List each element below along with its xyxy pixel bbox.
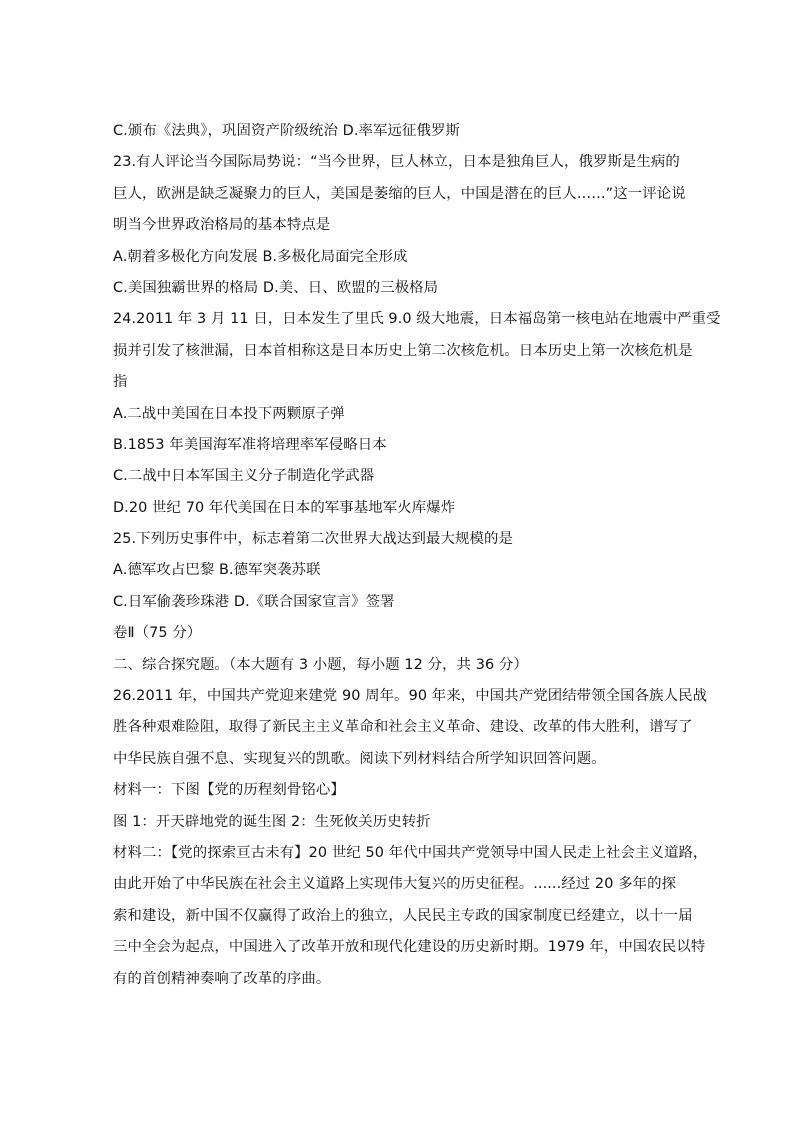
text-line: 损并引发了核泄漏，日本首相称这是日本历史上第二次核危机。日本历史上第一次核危机是 [113, 342, 693, 359]
document-body [113, 116, 721, 995]
text-line: 巨人，欧洲是缺乏凝聚力的巨人，美国是萎缩的巨人，中国是潜在的巨人……”这一评论说 [113, 185, 686, 202]
text-line: 图 1：开天辟地党的诞生图 2：生死攸关历史转折 [113, 813, 431, 830]
section-heading: 二、综合探究题。（本大题有 3 小题，每小题 12 分，共 36 分） [113, 656, 528, 673]
text-line: A.朝着多极化方向发展 B.多极化局面完全形成 [113, 248, 408, 265]
text-line: 26.2011 年，中国共产党迎来建党 90 周年。90 年来，中国共产党团结带领全国各族人民战 [113, 688, 708, 705]
text-line: 23.有人评论当今国际局势说：“当今世界，巨人林立，日本是独角巨人，俄罗斯是生病的 [113, 154, 680, 171]
text-line: 材料二：【党的探索亘古未有】20 世纪 50 年代中国共产党领导中国人民走上社会主义道路， [113, 844, 708, 861]
text-line: 由此开始了中华民族在社会主义道路上实现伟大复兴的历史征程。......经过 20 多年的探 [113, 876, 677, 893]
text-line: D.20 世纪 70 年代美国在日本的军事基地军火库爆炸 [113, 499, 456, 516]
text-line: 25.下列历史事件中，标志着第二次世界大战达到最大规模的是 [113, 531, 513, 548]
text-line: B.1853 年美国海军准将培理率军侵略日本 [113, 436, 387, 453]
text-line: 指 [113, 374, 128, 391]
text-line: 材料一：下图【党的历程刻骨铭心】 [113, 782, 345, 799]
section-heading: 卷Ⅱ（75 分） [113, 625, 202, 642]
text-line: A.德军攻占巴黎 B.德军突袭苏联 [113, 562, 321, 579]
text-line: 三中全会为起点，中国进入了改革开放和现代化建设的历史新时期。1979 年，中国农民以特 [113, 939, 706, 956]
text-line: 中华民族自强不息、实现复兴的凯歌。阅读下列材料结合所学知识回答问题。 [113, 750, 606, 767]
text-line: A.二战中美国在日本投下两颗原子弹 [113, 405, 345, 422]
text-line: C.美国独霸世界的格局 D.美、日、欧盟的三极格局 [113, 279, 439, 296]
text-line: 胜各种艰难险阻，取得了新民主主义革命和社会主义革命、建设、改革的伟大胜利，谱写了 [113, 719, 693, 736]
text-line: 索和建设，新中国不仅赢得了政治上的独立，人民民主专政的国家制度已经建立，以十一届 [113, 907, 693, 924]
text-line: C.颁布《法典》，巩固资产阶级统治 D.率军远征俄罗斯 [113, 123, 460, 139]
text-line: C.二战中日本军国主义分子制造化学武器 [113, 468, 375, 485]
text-line: 24.2011 年 3 月 11 日，日本发生了里氏 9.0 级大地震，日本福岛第一核电站在地震中严重受 [113, 311, 721, 328]
text-line: 有的首创精神奏响了改革的序曲。 [113, 970, 331, 987]
text-line: 明当今世界政治格局的基本特点是 [113, 217, 331, 234]
text-line: C.日军偷袭珍珠港 D.《联合国家宣言》签署 [113, 593, 395, 610]
